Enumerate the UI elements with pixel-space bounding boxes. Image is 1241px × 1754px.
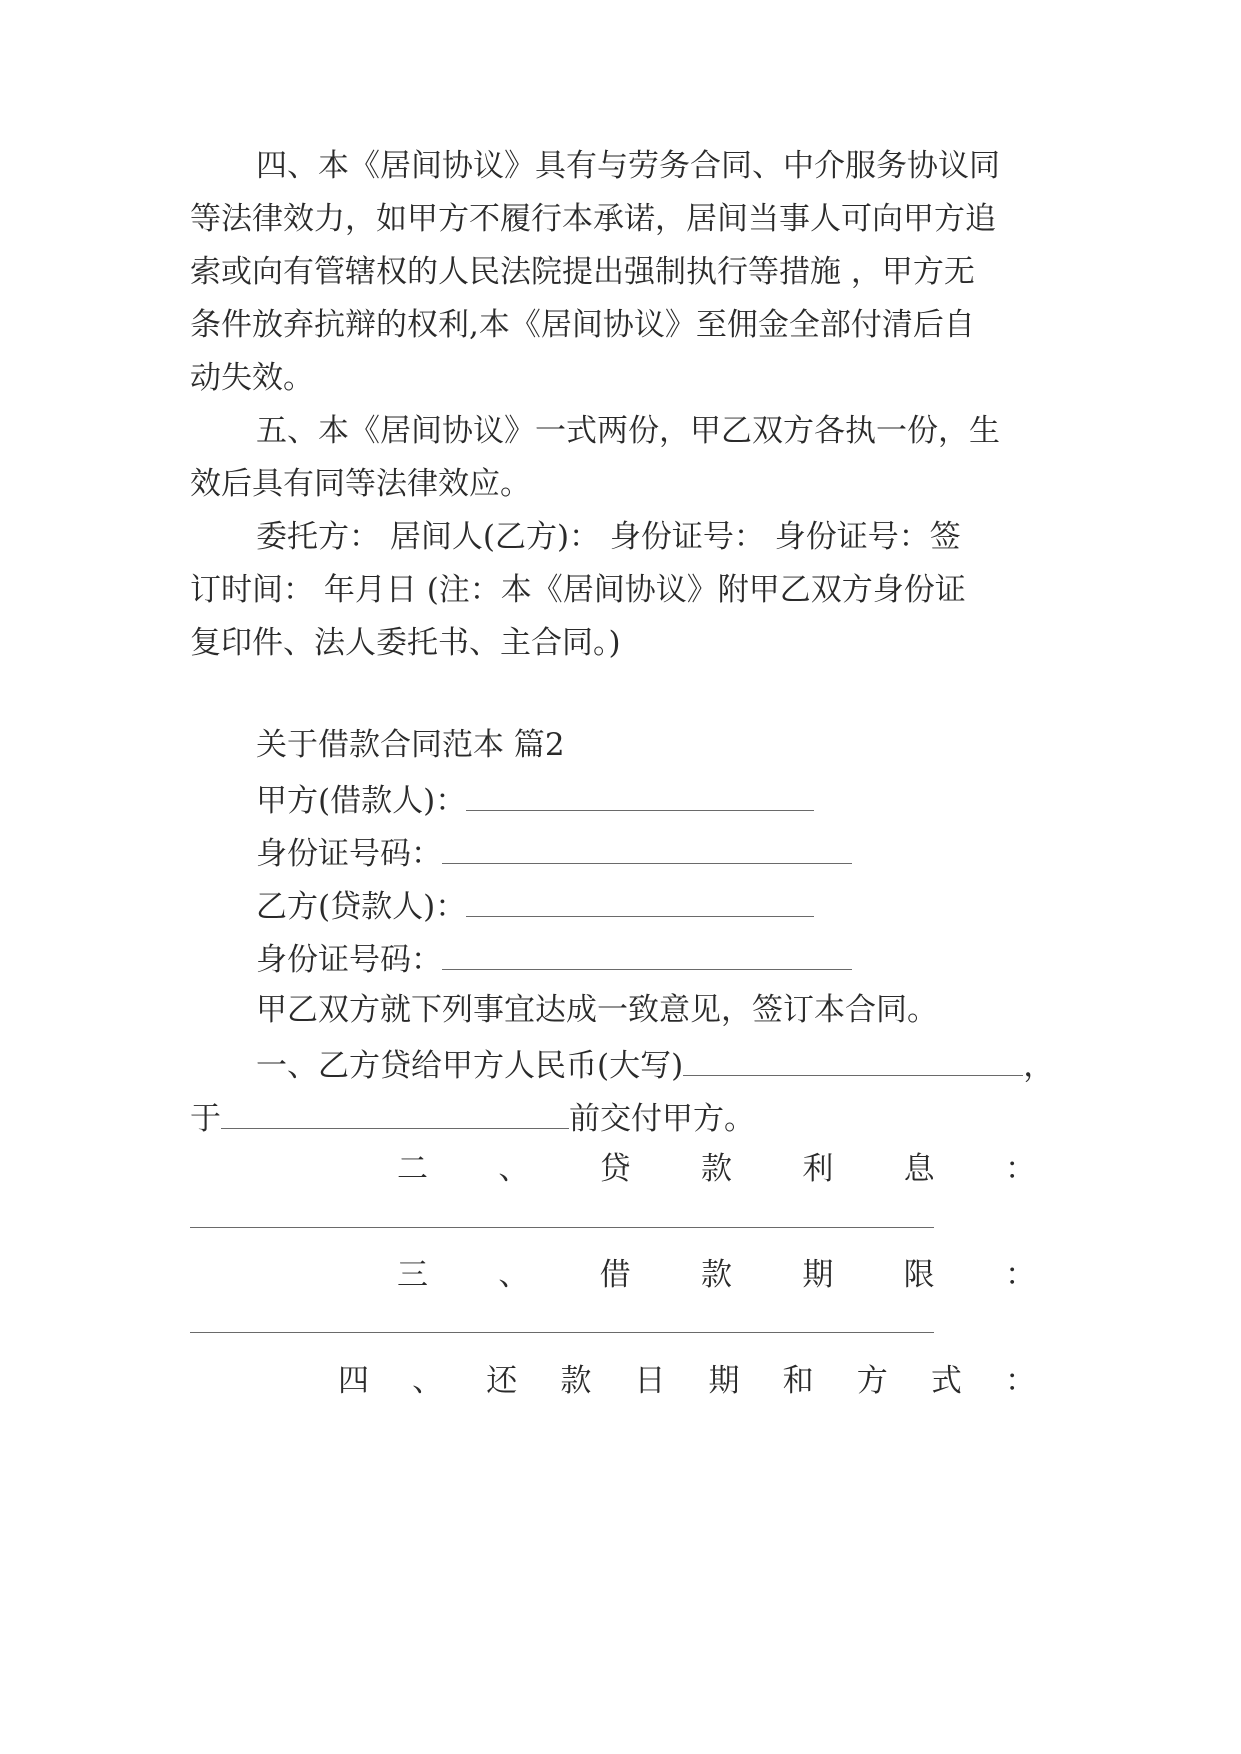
clause-4-char: 日 xyxy=(634,1363,666,1399)
clause-3-char: 三 xyxy=(397,1257,428,1293)
clause-4-char: ： xyxy=(1004,1363,1036,1399)
clause-4-char: 和 xyxy=(782,1363,814,1399)
amount-blank xyxy=(683,1043,1023,1076)
id-b-field xyxy=(256,937,1052,980)
clause-3-blank-line xyxy=(190,1332,934,1333)
clause-2-char: 利 xyxy=(802,1151,834,1187)
clause-4-char: 款 xyxy=(560,1363,592,1399)
clause-3-char: 借 xyxy=(599,1257,631,1293)
paragraph-4-line-5: 动失效。 xyxy=(190,360,314,396)
clause-2-blank-line xyxy=(190,1227,934,1228)
paragraph-5-line-1: 五、本《居间协议》一式两份，甲乙双方各执一份，生 xyxy=(256,413,1000,449)
clause-1-line-1 xyxy=(256,1043,1055,1086)
signature-line-2: 订时间： 年月日 (注：本《居间协议》附甲乙双方身份证 xyxy=(190,572,966,608)
clause-4-char: 还 xyxy=(486,1363,518,1399)
id-b-blank xyxy=(442,937,852,970)
party-b-blank xyxy=(466,884,814,917)
signature-line-1: 委托方： 居间人(乙方)： 身份证号： 身份证号：签 xyxy=(256,519,961,555)
clause-4-char: 方 xyxy=(856,1363,888,1399)
clause-2-char: 款 xyxy=(700,1151,732,1187)
paragraph-4-line-3: 索或向有管辖权的人民法院提出强制执行等措施 ，甲方无 xyxy=(190,254,975,290)
clause-2-heading xyxy=(397,1149,1036,1189)
party-a-label: 甲方(借款人)： xyxy=(256,783,467,819)
id-a-field xyxy=(256,831,1052,874)
clause-3-char: 期 xyxy=(802,1257,834,1293)
clause-2-char: 贷 xyxy=(599,1151,631,1187)
clause-4-char: 、 xyxy=(412,1363,444,1399)
clause-4-char: 式 xyxy=(930,1363,962,1399)
party-b-label: 乙方(贷款人)： xyxy=(256,889,467,925)
clause-2-char: 、 xyxy=(498,1151,530,1187)
paragraph-4-line-4: 条件放弃抗辩的权利,本《居间协议》至佣金全部付清后自 xyxy=(190,307,975,343)
party-b-field xyxy=(256,884,1052,927)
clause-1-line-2 xyxy=(190,1096,1052,1139)
clause-3-char: 限 xyxy=(903,1257,935,1293)
agreement-intro: 甲乙双方就下列事宜达成一致意见，签订本合同。 xyxy=(256,992,938,1028)
delivery-date-blank xyxy=(221,1096,569,1129)
id-a-blank xyxy=(442,831,852,864)
signature-line-3: 复印件、法人委托书、主合同。) xyxy=(190,625,621,661)
id-b-label: 身份证号码： xyxy=(256,942,442,978)
clause-2-char: 二 xyxy=(397,1151,428,1187)
clause-4-char: 期 xyxy=(708,1363,740,1399)
clause-3-char: ： xyxy=(1004,1257,1036,1293)
clause-3-char: 款 xyxy=(700,1257,732,1293)
clause-2-char: 息 xyxy=(903,1151,935,1187)
clause-4-heading xyxy=(338,1361,1036,1401)
id-a-label: 身份证号码： xyxy=(256,836,442,872)
clause-1-text: 一、乙方贷给甲方人民币(大写) xyxy=(256,1048,684,1084)
paragraph-5-line-2: 效后具有同等法律效应。 xyxy=(190,466,531,502)
paragraph-4-line-1: 四、本《居间协议》具有与劳务合同、中介服务协议同 xyxy=(256,148,1000,184)
party-a-blank xyxy=(466,778,814,811)
party-a-field xyxy=(256,778,1052,821)
clause-3-heading xyxy=(397,1255,1036,1295)
clause-1-yu: 于 xyxy=(190,1101,221,1137)
clause-1-end: 前交付甲方。 xyxy=(569,1101,755,1137)
clause-1-comma: ， xyxy=(1023,1048,1055,1084)
section-2-heading: 关于借款合同范本 篇2 xyxy=(256,727,565,763)
clause-2-char: ： xyxy=(1004,1151,1036,1187)
clause-4-char: 四 xyxy=(338,1363,369,1399)
clause-3-char: 、 xyxy=(498,1257,530,1293)
paragraph-4-line-2: 等法律效力，如甲方不履行本承诺，居间当事人可向甲方追 xyxy=(190,201,996,237)
